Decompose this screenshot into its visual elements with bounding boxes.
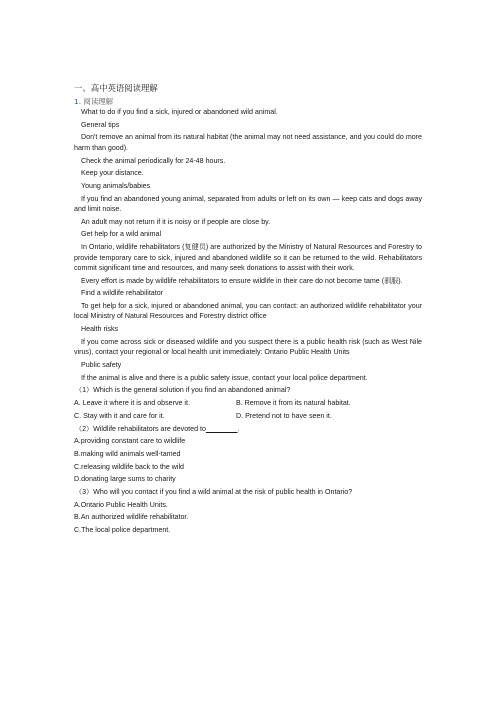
question-2-stem bbox=[74, 424, 422, 434]
option-a: A.Ontario Public Health Units. bbox=[74, 500, 168, 509]
option-b: B.An authorized wildlife rehabilitator. bbox=[74, 513, 189, 522]
question-1-options-row-2 bbox=[74, 411, 422, 421]
question-type: 阅读理解 bbox=[83, 97, 113, 106]
option-c: C.releasing wildlife back to the wild bbox=[74, 462, 185, 471]
subheading-find-rehabilitator: Find a wildlife rehabilitator bbox=[81, 289, 164, 298]
option-d: D. Pretend not to have seen it. bbox=[236, 411, 332, 420]
question-header bbox=[74, 96, 422, 107]
document-page bbox=[74, 82, 422, 538]
passage-heading: What to do if you find a sick, injured or abandoned wild animal. bbox=[81, 108, 278, 116]
paragraph: Every effort is made by wildlife rehabilitators to ensure wildlife in their care do not become tame (驯服). bbox=[81, 276, 403, 285]
option-d: D.donating large sums to charity bbox=[74, 475, 176, 484]
question-1-stem: （1）Which is the general solution if you find an abandoned animal? bbox=[75, 386, 291, 395]
paragraph: To get help for a sick, injured or abandoned animal, you can contact: an authorized wildlife rehabilitator your local Ministry of Natural Resources and Forestry district office bbox=[74, 302, 422, 321]
option-a: A. Leave it where it is and observe it. bbox=[74, 399, 190, 408]
question-2-stem-end: . bbox=[237, 424, 240, 433]
subheading-general-tips: General tips bbox=[81, 120, 120, 129]
option-a: A.providing constant care to wildlife bbox=[74, 437, 186, 446]
paragraph: If the animal is alive and there is a public safety issue, contact your local police department. bbox=[81, 373, 368, 382]
question-2-stem-text: （2）Wildlife rehabilitators are devoted to bbox=[75, 424, 206, 433]
question-1-options-row-1 bbox=[74, 398, 422, 408]
paragraph: Don't remove an animal from its natural habitat (the animal may not need assistance, and you could do more harm than good). bbox=[74, 133, 422, 152]
answer-blank: ________ bbox=[205, 424, 238, 433]
option-b: B. Remove it from its natural habitat. bbox=[236, 399, 351, 408]
section-title: 一、高中英语阅读理解 bbox=[74, 83, 158, 93]
paragraph: Check the animal periodically for 24-48 hours. bbox=[81, 156, 226, 165]
question-3-stem: （3）Who will you contact if you find a wild animal at the risk of public health in Ontario? bbox=[75, 488, 353, 497]
paragraph: If you find an abandoned young animal, separated from adults or left on its own — keep cats and dogs away and limit noise. bbox=[74, 194, 422, 214]
paragraph: An adult may not return if it is noisy or if people are close by. bbox=[81, 217, 271, 226]
subheading-young-animals: Young animals/babies bbox=[81, 181, 151, 190]
option-c: C. Stay with it and care for it. bbox=[74, 411, 165, 420]
option-c: C.The local police department. bbox=[74, 526, 171, 535]
question-number: 1. bbox=[74, 97, 82, 106]
paragraph: Keep your distance. bbox=[81, 169, 144, 178]
option-b: B.making wild animals well-tamed bbox=[74, 449, 181, 458]
paragraph: In Ontario, wildlife rehabilitators (复健员) are authorized by the Ministry of Natural Resources and Forestry to provide temporary care to sick, injured and abandoned wildlife so it can be returned to the wild. Rehabilitators commit significant time and resources, and many seek donations to assist with their work. bbox=[74, 243, 422, 272]
subheading-health-risks: Health risks bbox=[81, 325, 119, 334]
subheading-public-safety: Public safety bbox=[81, 360, 122, 369]
paragraph: If you come across sick or diseased wildlife and you suspect there is a public health risk (such as West Nile virus), contact your regional or local health unit immediately: Ontario Public Health Units bbox=[74, 337, 422, 357]
subheading-get-help: Get help for a wild animal bbox=[81, 230, 162, 239]
